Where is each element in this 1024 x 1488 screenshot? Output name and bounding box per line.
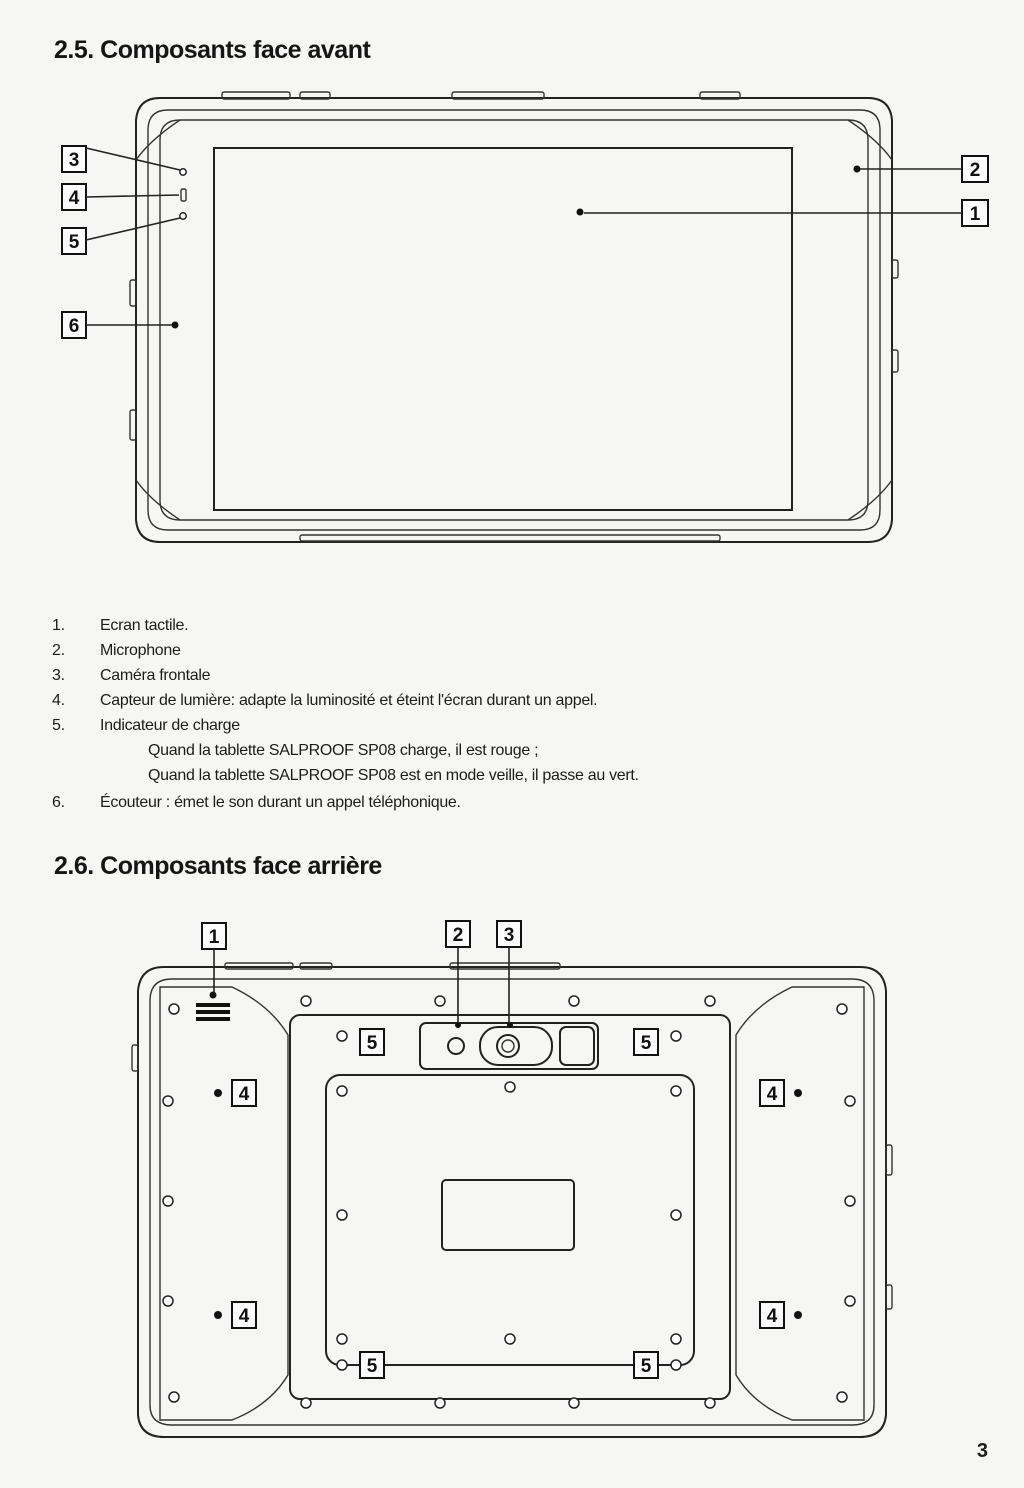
svg-text:4: 4 — [68, 188, 80, 209]
svg-text:3: 3 — [503, 925, 515, 946]
front-components-list — [52, 613, 952, 815]
svg-text:2: 2 — [452, 925, 464, 946]
list-item: 2. Microphone — [52, 642, 181, 659]
list-item: 3. Caméra frontale — [52, 667, 211, 684]
svg-text:3: 3 — [68, 150, 80, 171]
list-item: 1. Ecran tactile. — [52, 617, 189, 634]
svg-text:2: 2 — [969, 160, 981, 181]
list-item: 6. Écouteur : émet le son durant un appel téléphonique. — [52, 794, 461, 811]
light-sensor-mark — [181, 189, 186, 201]
front-callout-2 — [860, 156, 988, 182]
front-callout-3 — [62, 146, 180, 172]
back-callout-5-top-right — [634, 1029, 658, 1055]
svg-text:5: 5 — [68, 232, 80, 253]
charge-indicator-dot — [180, 213, 186, 219]
svg-text:4: 4 — [238, 1084, 250, 1105]
back-callout-5-bottom-right — [634, 1352, 658, 1378]
back-callout-4-bottom-right — [760, 1302, 784, 1328]
svg-text:4: 4 — [766, 1306, 778, 1327]
back-callout-4-bottom-left — [232, 1302, 256, 1328]
svg-text:5: 5 — [366, 1033, 378, 1054]
back-callout-3 — [497, 921, 521, 1023]
front-camera-dot — [180, 169, 186, 175]
svg-text:4: 4 — [238, 1306, 250, 1327]
svg-text:1: 1 — [969, 204, 981, 225]
microphone-dot — [854, 166, 861, 173]
svg-text:1: 1 — [208, 927, 220, 948]
back-callout-2 — [446, 921, 470, 1023]
front-callout-6 — [62, 312, 172, 338]
list-subitem: Quand la tablette SALPROOF SP08 charge, il est rouge ; — [148, 742, 539, 759]
back-callout-4-top-left — [232, 1080, 256, 1106]
back-callout-5-top-left — [360, 1029, 384, 1055]
svg-text:5: 5 — [366, 1356, 378, 1377]
front-callout-4 — [62, 184, 179, 210]
front-callout-5 — [62, 218, 180, 254]
list-item: 5. Indicateur de charge Quand la tablette SALPROOF SP08 charge, il est rouge ; Quand la tablette SALPROOF SP08 est en mode veille, il passe au vert. — [52, 713, 952, 788]
section-title-front: 2.5. Composants face avant — [54, 36, 371, 64]
svg-text:4: 4 — [766, 1084, 778, 1105]
list-subitem: Quand la tablette SALPROOF SP08 est en mode veille, il passe au vert. — [148, 767, 639, 784]
page-number: 3 — [976, 1440, 988, 1462]
svg-text:5: 5 — [640, 1033, 652, 1054]
back-callout-5-bottom-left — [360, 1352, 384, 1378]
svg-text:5: 5 — [640, 1356, 652, 1377]
back-callout-4-top-right — [760, 1080, 784, 1106]
back-tablet-diagram — [0, 905, 1024, 1450]
back-callout-1 — [202, 923, 226, 993]
earpiece-dot — [172, 322, 179, 329]
front-tablet-diagram — [0, 80, 1024, 560]
screen-marker-dot — [577, 209, 584, 216]
list-item: 4. Capteur de lumière: adapte la luminosité et éteint l'écran durant un appel. — [52, 692, 598, 709]
section-title-back: 2.6. Composants face arrière — [54, 852, 382, 880]
front-callout-1 — [584, 200, 988, 226]
svg-text:6: 6 — [68, 316, 80, 337]
